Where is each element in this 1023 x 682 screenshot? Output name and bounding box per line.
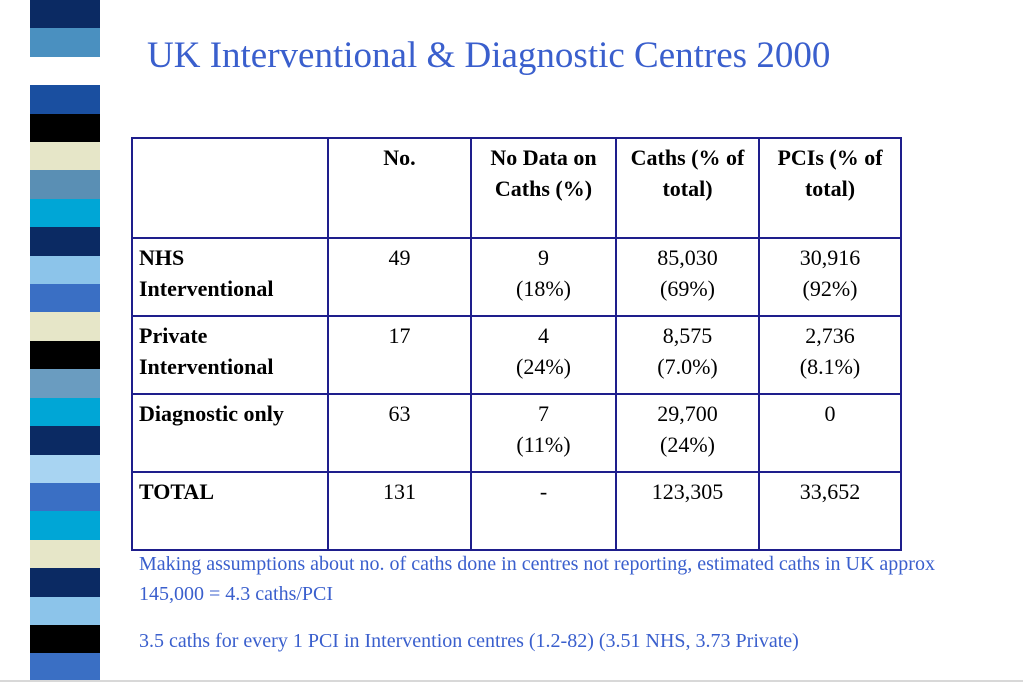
stripe-band — [30, 426, 100, 454]
cell-no-data — [471, 472, 616, 550]
cell-pcis — [759, 472, 901, 550]
table-row — [132, 394, 901, 472]
assumption-note: Making assumptions about no. of caths done in centres not reporting, estimated caths in UK approx 145,000 = 4.3 caths/PCI — [139, 553, 935, 605]
cell-no-data-line: 9 — [538, 245, 549, 270]
row-label-line: TOTAL — [139, 479, 214, 504]
cell-no-line: 49 — [388, 245, 411, 270]
stripe-band — [30, 284, 100, 312]
cell-caths-line: 8,575 — [662, 323, 713, 348]
cell-no-line: 131 — [383, 479, 416, 504]
row-label — [132, 472, 328, 550]
stripe-band — [30, 256, 100, 284]
cell-no-data — [471, 316, 616, 394]
cell-no-data — [471, 238, 616, 316]
stripe-band — [30, 142, 100, 170]
ratio-note: 3.5 caths for every 1 PCI in Intervention centres (1.2-82) (3.51 NHS, 3.73 Private) — [139, 630, 799, 652]
cell-no-data-line: 7 — [538, 401, 549, 426]
stripe-band — [30, 85, 100, 113]
cell-caths — [616, 472, 759, 550]
row-label — [132, 316, 328, 394]
stripe-band — [30, 398, 100, 426]
stripe-band — [30, 199, 100, 227]
stripe-band — [30, 511, 100, 539]
row-label — [132, 394, 328, 472]
stripe-band — [30, 597, 100, 625]
cell-caths-line: 29,700 — [657, 401, 718, 426]
cell-caths-line: (24%) — [660, 432, 715, 457]
slide-title: UK Interventional & Diagnostic Centres 2000 — [147, 35, 831, 76]
stripe-band — [30, 170, 100, 198]
stripe-band — [30, 625, 100, 653]
cell-pcis-line: 33,652 — [799, 479, 861, 504]
table-header-row — [132, 138, 901, 238]
cell-pcis — [759, 316, 901, 394]
stripe-band — [30, 312, 100, 340]
cell-pcis-line: 30,916 — [799, 245, 861, 270]
stripe-band — [30, 227, 100, 255]
stripe-band — [30, 369, 100, 397]
cell-pcis-line: (8.1%) — [799, 354, 861, 379]
stripe-band — [30, 0, 100, 28]
row-label — [132, 238, 328, 316]
stripe-band — [30, 483, 100, 511]
stripe-band — [30, 653, 100, 681]
cell-caths — [616, 394, 759, 472]
header-no: No. — [328, 138, 471, 238]
cell-caths-line: (69%) — [660, 276, 715, 301]
cell-pcis — [759, 394, 901, 472]
header-pcis: PCIs (% of total) — [759, 138, 901, 238]
header-caths: Caths (% of total) — [616, 138, 759, 238]
row-label-line: Diagnostic only — [139, 401, 284, 426]
cell-no — [328, 316, 471, 394]
stripe-band — [30, 57, 100, 85]
cell-no-data-line: - — [539, 479, 548, 504]
decorative-stripe — [30, 0, 100, 682]
cell-no-data-line: (18%) — [516, 276, 571, 301]
table-row — [132, 238, 901, 316]
cell-pcis-line: 2,736 — [805, 323, 855, 348]
stripe-band — [30, 455, 100, 483]
cell-pcis — [759, 238, 901, 316]
cell-no — [328, 472, 471, 550]
cell-caths — [616, 316, 759, 394]
cell-pcis-line: (92%) — [802, 276, 858, 301]
cell-no — [328, 394, 471, 472]
cell-no-line: 63 — [388, 401, 411, 426]
cell-no-data — [471, 394, 616, 472]
stripe-band — [30, 28, 100, 56]
cell-caths-line: 123,305 — [651, 479, 724, 504]
cell-no-data-line: (11%) — [516, 432, 571, 457]
centres-table — [131, 137, 902, 551]
cell-caths — [616, 238, 759, 316]
cell-caths-line: (7.0%) — [657, 354, 718, 379]
cell-pcis-line: 0 — [824, 401, 836, 426]
cell-no-data-line: (24%) — [516, 354, 571, 379]
row-label-line: NHS Interventional — [139, 245, 274, 301]
stripe-band — [30, 568, 100, 596]
row-label-line: Private Interventional — [139, 323, 274, 379]
table-row — [132, 472, 901, 550]
cell-no-line: 17 — [388, 323, 411, 348]
stripe-band — [30, 341, 100, 369]
header-no-data: No Data on Caths (%) — [471, 138, 616, 238]
cell-caths-line: 85,030 — [657, 245, 718, 270]
stripe-band — [30, 540, 100, 568]
cell-no-data-line: 4 — [538, 323, 549, 348]
header-blank — [132, 138, 328, 238]
stripe-band — [30, 114, 100, 142]
table-row — [132, 316, 901, 394]
cell-no — [328, 238, 471, 316]
